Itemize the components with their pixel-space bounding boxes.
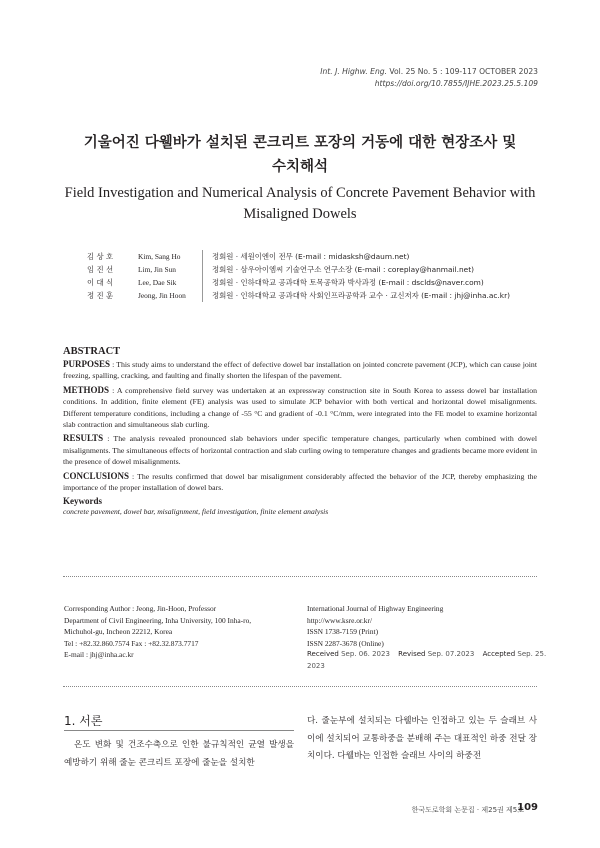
title-english-line1: Field Investigation and Numerical Analysis of Concrete Pavement Behavior with — [64, 185, 536, 201]
intro-rule — [64, 730, 294, 731]
received-label: Received — [307, 650, 339, 659]
footer-journal: 한국도로학회 논문집 · 제25권 제5호 — [411, 806, 524, 814]
intro-heading: 1. 서론 — [64, 714, 103, 728]
author-name-en: Jeong, Jin Hoon — [138, 291, 186, 300]
author-name-ko: 임 진 선 — [87, 265, 114, 274]
reg-line[interactable]: http://www.ksre.or.kr/ — [307, 615, 373, 625]
author-affiliation: 정회원 · 인하대학교 공과대학 사회인프라공학과 교수 · 교신저자 (E-mail : jhj@inha.ac.kr) — [212, 291, 510, 300]
journal-citation — [320, 66, 538, 90]
author-name-ko: 이 대 식 — [87, 278, 114, 287]
accepted-date: Sep. 25. 2023 — [307, 650, 547, 670]
title-english — [50, 183, 550, 225]
author-name-ko: 김 상 호 — [87, 252, 114, 261]
page-number: 109 — [517, 802, 538, 813]
corr-line: Department of Civil Engineering, Inha University, 100 Inha-ro, — [64, 615, 252, 625]
reg-line: ISSN 2287-3678 (Online) — [307, 638, 384, 648]
abstract-section — [63, 346, 537, 517]
intro-left-column: 온도 변화 및 건조수축으로 인한 불규칙적인 균열 발생을 예방하기 위해 줄눈 콘크리트 포장에 줄눈을 설치한 — [64, 740, 294, 768]
section-divider — [63, 576, 537, 577]
author-name-en: Kim, Sang Ho — [138, 252, 181, 261]
keywords-list: concrete pavement, dowel bar, misalignment, field investigation, finite element analysis — [63, 507, 329, 517]
intro-right-column: 다. 줄눈부에 설치되는 다웰바는 인접하고 있는 두 슬래브 사이에 설치되어 교통하중을 분배해 주는 대표적인 하중 전달 장치이다. 다웰바는 인접한 슬래브 사이의 하중전 — [307, 716, 537, 761]
author-name-ko: 정 진 훈 — [87, 291, 114, 300]
abstract-heading: ABSTRACT — [63, 346, 121, 357]
abstract-conclusions — [63, 471, 537, 494]
reg-line: International Journal of Highway Engineering — [307, 604, 444, 613]
methods-text: : A comprehensive field survey was undertaken at an expressway construction site in South Korea to assess dowel bar installation conditions. In addition, finite element (FE) analysis was used to simulate JCP behavior with both vertical and horizontal dowel misalignments. Different temperature conditions, including a change of -55 °C and gradient of -0.1 °C/mm, were integrated into the FE model to examine horizontal slab contraction and simultaneous slab curling. — [63, 385, 537, 430]
author-name-en: Lee, Dae Sik — [138, 278, 177, 287]
results-label: RESULTS — [63, 433, 104, 444]
abstract-results — [63, 433, 537, 467]
title-korean — [60, 131, 540, 179]
conclusions-label: CONCLUSIONS — [63, 470, 130, 481]
conclusions-text: : The results confirmed that dowel bar misalignment considerably affected the behavior of the JCP, thereby emphasizing the importance of the proper installation of dowel bars. — [63, 471, 537, 493]
journal-name: Int. J. Highw. Eng. — [320, 67, 388, 76]
correspondence-info — [64, 603, 294, 661]
corr-line: Corresponding Author : Jeong, Jin-Hoon, Professor — [64, 604, 217, 613]
title-korean-line1: 기울어진 다웰바가 설치된 콘크리트 포장의 거동에 대한 현장조사 및 — [83, 135, 517, 151]
author-affiliation: 정회원 · 인하대학교 공과대학 토목공학과 박사과정 (E-mail : dsclds@naver.com) — [212, 278, 484, 287]
title-english-line2: Misaligned Dowels — [243, 206, 357, 222]
purposes-text: : This study aims to understand the effect of defective dowel bar installation on jointed concrete pavement (JCP), which can cause joint freezing, spalling, cracking, and faulting and finally shorten the lifespan of the pavement. — [63, 360, 537, 381]
abstract-purposes — [63, 359, 537, 382]
journal-volume: Vol. 25 No. 5 : 109-117 OCTOBER 2023 — [387, 67, 538, 76]
received-date: Sep. 06. 2023 — [341, 650, 390, 659]
methods-label: METHODS — [63, 384, 110, 395]
corr-line: Michuhol-gu, Incheon 22212, Korea — [64, 627, 173, 637]
author-affiliation: 정회원 · 삼우아이엠씨 기술연구소 연구소장 (E-mail : coreplay@hanmail.net) — [212, 265, 474, 274]
corr-line: E-mail : jhj@inha.ac.kr — [64, 650, 134, 660]
author-affiliation: 정회원 · 세원이엔이 전무 (E-mail : midasksh@daum.net) — [212, 252, 410, 261]
corr-line: Tel : +82.32.860.7574 Fax : +82.32.873.7717 — [64, 638, 199, 648]
revised-date: Sep. 07.2023 — [427, 650, 475, 659]
keywords-heading: Keywords — [63, 496, 102, 507]
reg-line: ISSN 1738-7159 (Print) — [307, 627, 379, 637]
journal-registration — [307, 603, 547, 673]
section-divider — [63, 686, 537, 687]
results-text: : The analysis revealed pronounced slab behaviors under specific temperature changes, particularly when combined with dowel misalignments. The simultaneous effects of horizontal contraction and slab curling owing to temperature changes and gradients became more evident in the presence of dowel misalignments. — [63, 434, 537, 467]
doi-link[interactable]: https://doi.org/10.7855/IJHE.2023.25.5.109 — [374, 79, 538, 88]
accepted-label: Accepted — [482, 650, 516, 659]
review-dates — [307, 649, 547, 672]
revised-label: Revised — [398, 650, 426, 659]
author-name-en: Lim, Jin Sun — [138, 265, 176, 274]
abstract-methods — [63, 385, 537, 431]
purposes-label: PURPOSES — [63, 359, 111, 369]
title-korean-line2: 수치해석 — [271, 159, 329, 175]
